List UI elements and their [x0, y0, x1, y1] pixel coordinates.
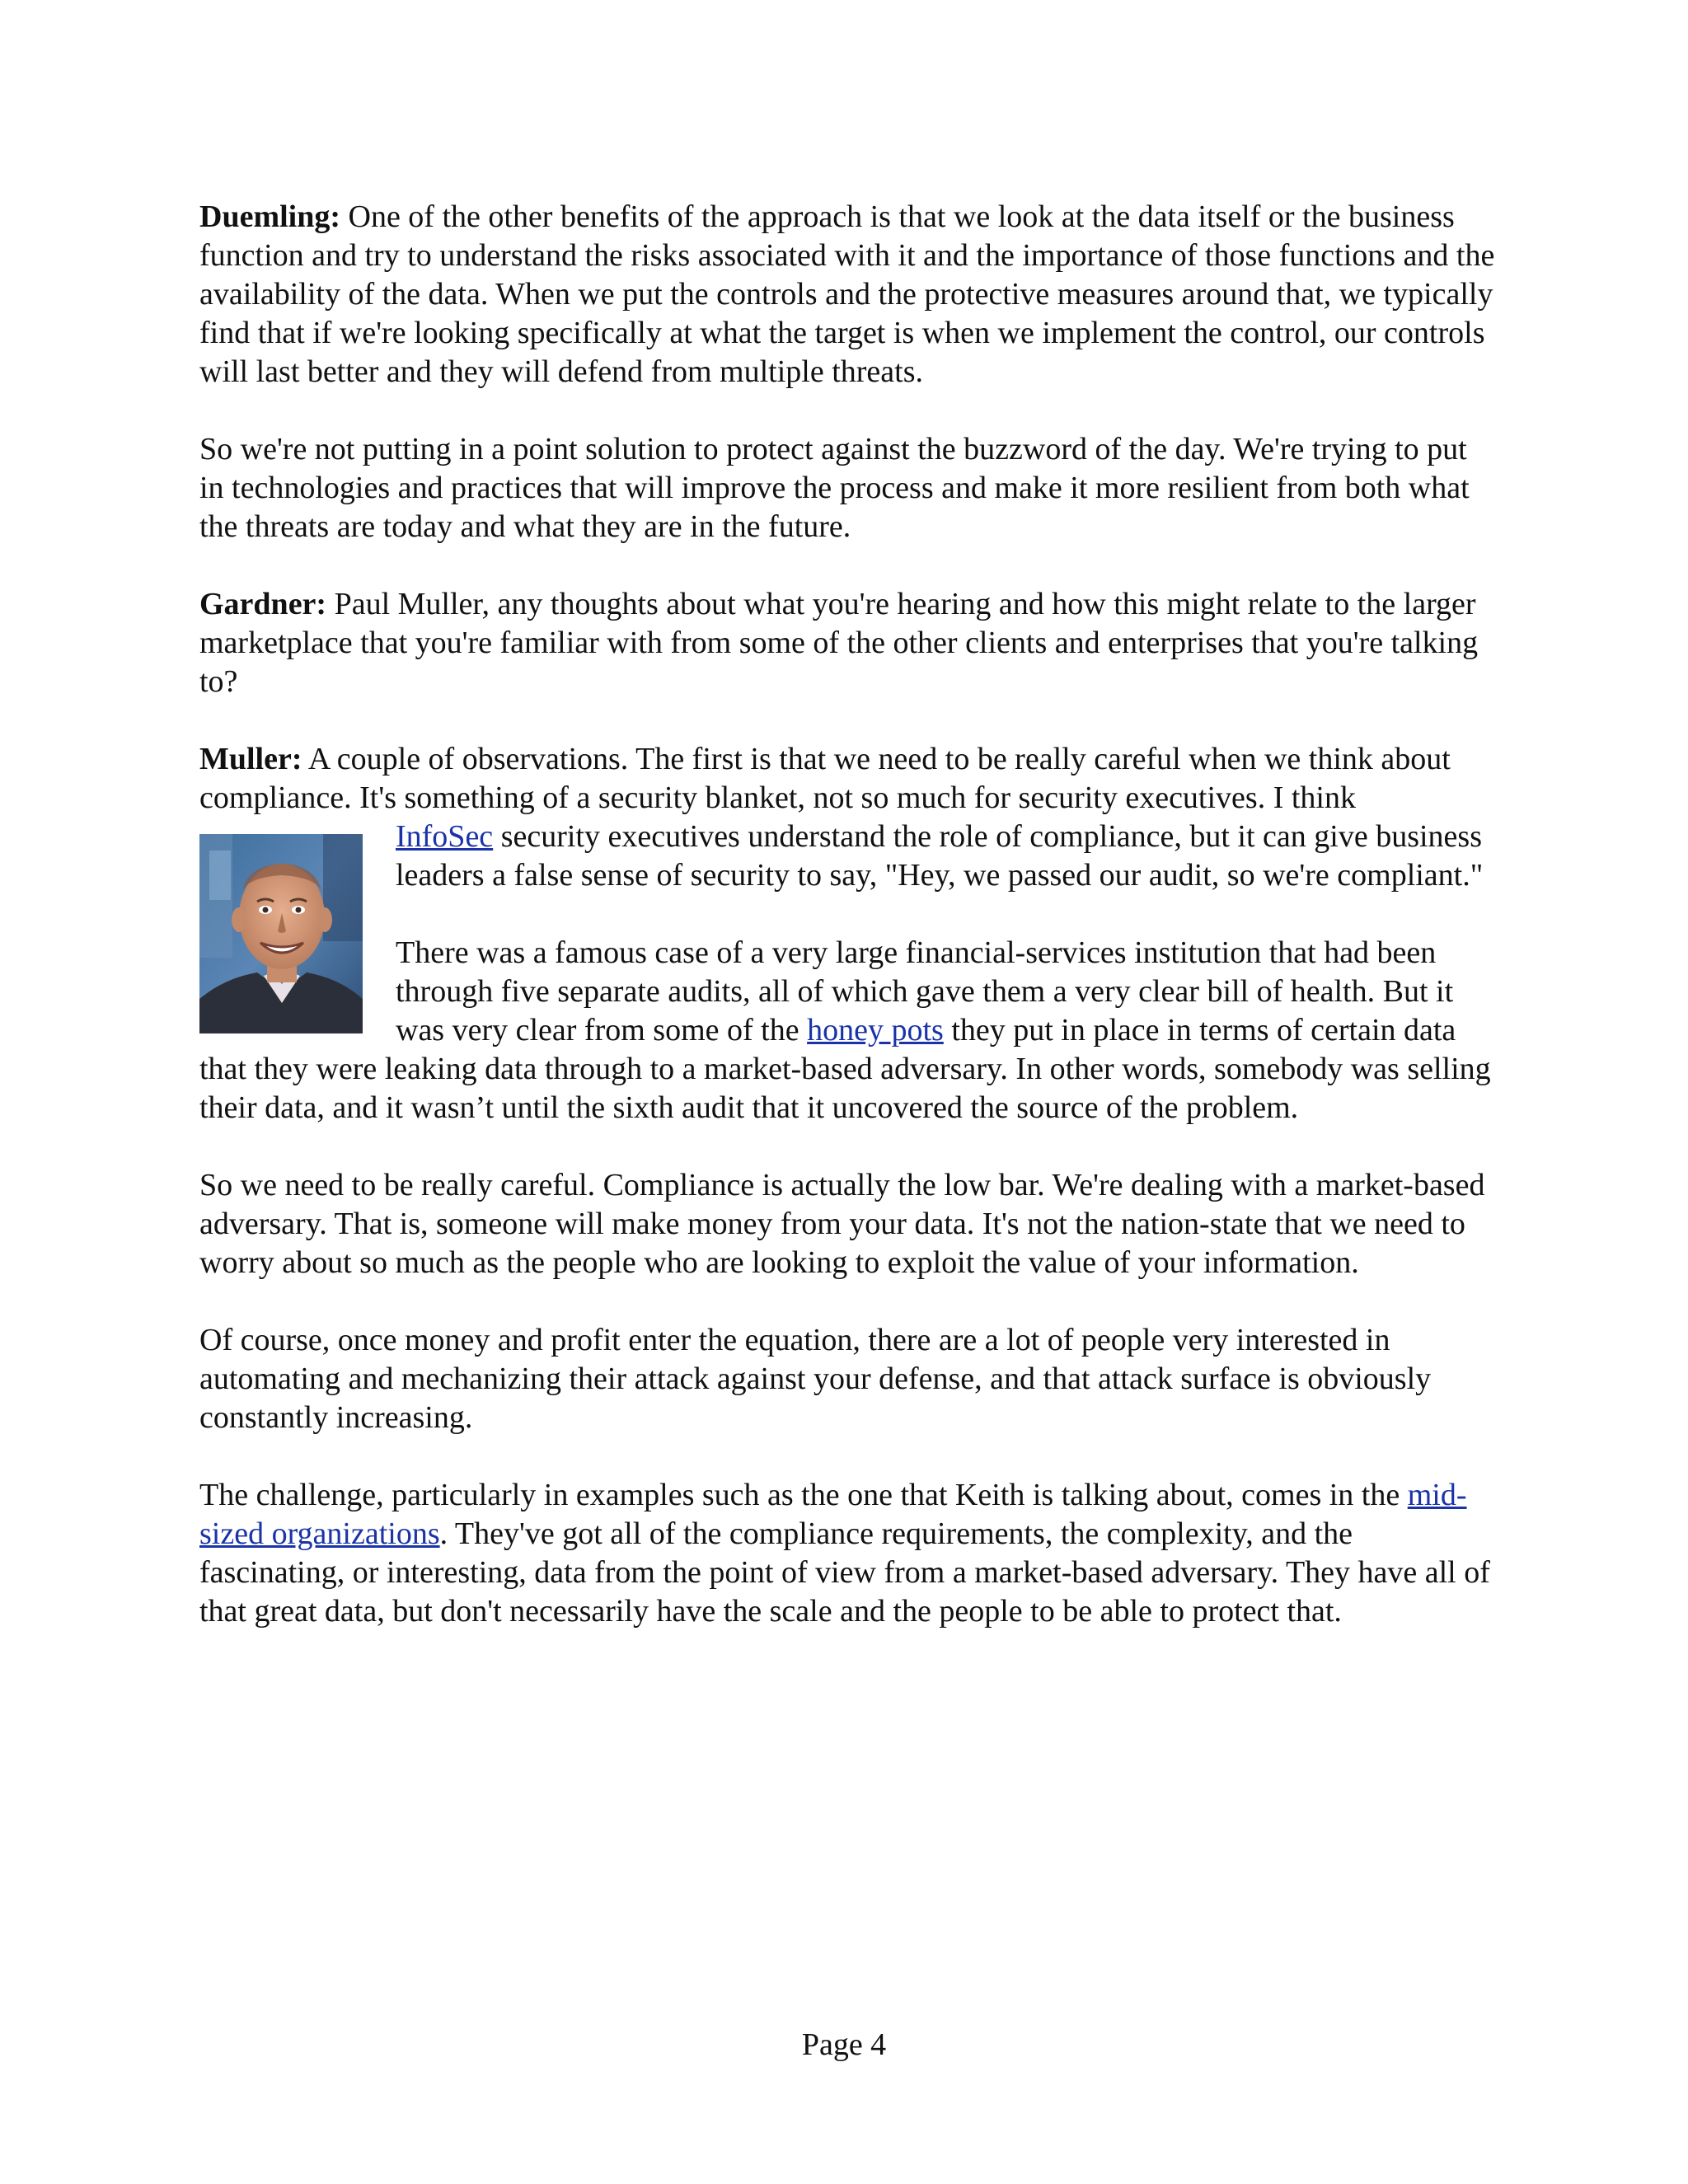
paragraph-muller-4 — [199, 1321, 1495, 1437]
paragraph-text: they put in place in terms of certain data that they were leaking data through to a market-based adversary. In other words, somebody was selling their data, and it wasn’t until the sixth audit that it uncovered the source of the problem. — [199, 1013, 1491, 1125]
paragraph-gardner — [199, 585, 1495, 701]
paragraph-muller-5 — [199, 1476, 1495, 1631]
paragraph-text: . They've got all of the compliance requirements, the complexity, and the fascinating, or interesting, data from the point of view from a market-based adversary. They have all of that great data, but don't necessarily have the scale and the people to be able to protect that. — [199, 1516, 1490, 1629]
paragraph-muller-3 — [199, 1166, 1495, 1282]
mid-sized-organizations-link[interactable]: mid-sized organizations — [199, 1478, 1467, 1551]
paragraph-text: Paul Muller, any thoughts about what you're hearing and how this might relate to the larger marketplace that you're familiar with from some of the other clients and enterprises that you're talking to? — [199, 587, 1479, 699]
paragraph-muller-2 — [199, 934, 1495, 1127]
paragraph-text: One of the other benefits of the approach is that we look at the data itself or the business function and try to understand the risks associated with it and the importance of those functions and the availability of the data. When we put the controls and the protective measures around that, we typically find that if we're looking specifically at what the target is when we implement the control, our controls will last better and they will defend from multiple threats. — [199, 199, 1495, 389]
paragraph-text: security executives understand the role of compliance, but it can give business leaders a false sense of security to say, "Hey, we passed our audit, so we're compliant." — [396, 819, 1484, 893]
paragraph-text: There was a famous case of a very large financial-services institution that had been through five separate audits, all of which gave them a very clear bill of health. But it was very clear from some of the — [396, 935, 1454, 1047]
speaker-name: Gardner: — [199, 587, 327, 621]
infosec-link[interactable]: InfoSec — [396, 819, 494, 854]
document-body — [199, 198, 1495, 1670]
paragraph-muller-1 — [199, 740, 1495, 895]
speaker-portrait-photo — [199, 834, 363, 1033]
speaker-name: Muller: — [199, 742, 302, 776]
paragraph-duemling-2 — [199, 430, 1495, 546]
paragraph-duemling-1 — [199, 198, 1495, 391]
page-number: Page 4 — [801, 2027, 887, 2062]
paragraph-text: A couple of observations. The first is that we need to be really careful when we think about compliance. It's something of a security blanket, not so much for security executives. I think — [199, 742, 1451, 815]
paragraph-text: So we need to be really careful. Compliance is actually the low bar. We're dealing with a market-based adversary. That is, someone will make money from your data. It's not the nation-state that we need to worry about so much as the people who are looking to exploit the value of your information. — [199, 1168, 1485, 1280]
paragraph-text: The challenge, particularly in examples such as the one that Keith is talking about, comes in the — [199, 1478, 1400, 1512]
paragraph-text: So we're not putting in a point solution to protect against the buzzword of the day. We're trying to put in technologies and practices that will improve the process and make it more resilient from both what the threats are today and what they are in the future. — [199, 432, 1470, 544]
paragraph-text: Of course, once money and profit enter the equation, there are a lot of people very interested in automating and mechanizing their attack against your defense, and that attack surface is obviously constantly increasing. — [199, 1323, 1432, 1435]
honey-pots-link[interactable]: honey pots — [807, 1013, 944, 1047]
speaker-name: Duemling: — [199, 199, 340, 234]
